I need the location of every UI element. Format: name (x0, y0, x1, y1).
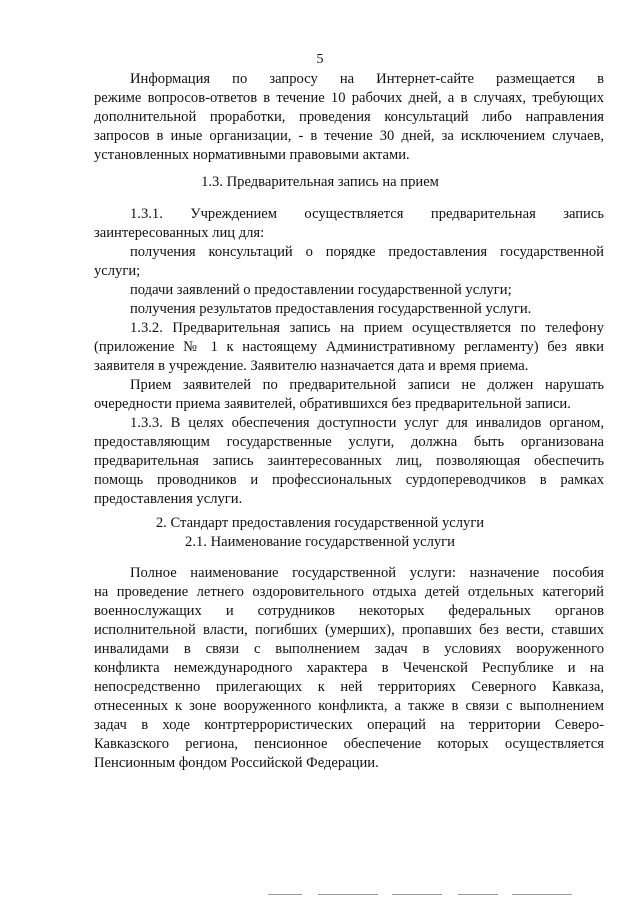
scan-artifact (458, 894, 498, 895)
paragraph-line: 1.3.3. В целях обеспечения доступности услуг для инвалидов органом, (130, 415, 604, 431)
paragraph-line: отнесенных к зоне вооруженного конфликта, а также в связи с выполнением (94, 698, 604, 714)
paragraph-line: установленных нормативными правовыми актами. (94, 147, 410, 163)
paragraph-line: Кавказского региона, пенсионное обеспечение которых осуществляется (94, 736, 604, 752)
scan-artifact (318, 894, 378, 895)
paragraph-line: задач в ходе контртеррористических операций на территории Северо- (94, 717, 604, 733)
section-heading: 1.3. Предварительная запись на прием (201, 174, 439, 190)
paragraph-line: помощь проводников и профессиональных сурдопереводчиков в рамках (94, 472, 604, 488)
list-item: подачи заявлений о предоставлении государственной услуги; (130, 282, 512, 298)
paragraph-line: непосредственно прилегающих к ней территориях Северного Кавказа, (94, 679, 604, 695)
scan-artifact (268, 894, 302, 895)
paragraph-line: военнослужащих и сотрудников некоторых федеральных органов (94, 603, 604, 619)
paragraph-line: режиме вопросов-ответов в течение 10 рабочих дней, а в случаях, требующих (94, 90, 604, 106)
paragraph-line: Прием заявителей по предварительной записи не должен нарушать (130, 377, 604, 393)
paragraph-line: запросов в иные организации, - в течение 30 дней, за исключением случаев, (94, 128, 604, 144)
paragraph-line: 1.3.2. Предварительная запись на прием осуществляется по телефону (130, 320, 604, 336)
paragraph-line: на проведение летнего оздоровительного отдыха детей отдельных категорий (94, 584, 604, 600)
paragraph-line: Полное наименование государственной услуги: назначение пособия (130, 565, 604, 581)
paragraph-line: предварительная запись заинтересованных лиц, позволяющая обеспечить (94, 453, 604, 469)
paragraph-line: инвалидами в связи с выполнением задач в условиях вооруженного (94, 641, 604, 657)
paragraph-line: предоставления услуги. (94, 491, 243, 507)
paragraph-line: Пенсионным фондом Российской Федерации. (94, 755, 379, 771)
paragraph-line: исполнительной власти, погибших (умерших), пропавших без вести, ставших (94, 622, 604, 638)
list-item: получения результатов предоставления государственной услуги. (130, 301, 532, 317)
paragraph-line: очередности приема заявителей, обратившихся без предварительной записи. (94, 396, 571, 412)
list-item: получения консультаций о порядке предоставления государственной (130, 244, 604, 260)
paragraph-line: дополнительной проработки, проведения консультаций либо направления (94, 109, 604, 125)
page-number: 5 (316, 52, 324, 67)
paragraph-line: 1.3.1. Учреждением осуществляется предварительная запись (130, 206, 604, 222)
subsection-heading: 2.1. Наименование государственной услуги (185, 534, 455, 550)
paragraph-line: предоставляющим государственные услуги, должна быть организована (94, 434, 604, 450)
scan-artifact (392, 894, 442, 895)
paragraph-line: Информация по запросу на Интернет-сайте размещается в (130, 71, 604, 87)
list-item: услуги; (94, 263, 141, 279)
paragraph-line: заинтересованных лиц для: (94, 225, 265, 241)
paragraph-line: заявителя в учреждение. Заявителю назначается дата и время приема. (94, 358, 529, 374)
paragraph-line: конфликта немеждународного характера в Чеченской Республике и на (94, 660, 604, 676)
scan-artifact (512, 894, 572, 895)
paragraph-line: (приложение № 1 к настоящему Административному регламенту) без явки (94, 339, 604, 355)
section-heading: 2. Стандарт предоставления государственной услуги (155, 515, 485, 531)
